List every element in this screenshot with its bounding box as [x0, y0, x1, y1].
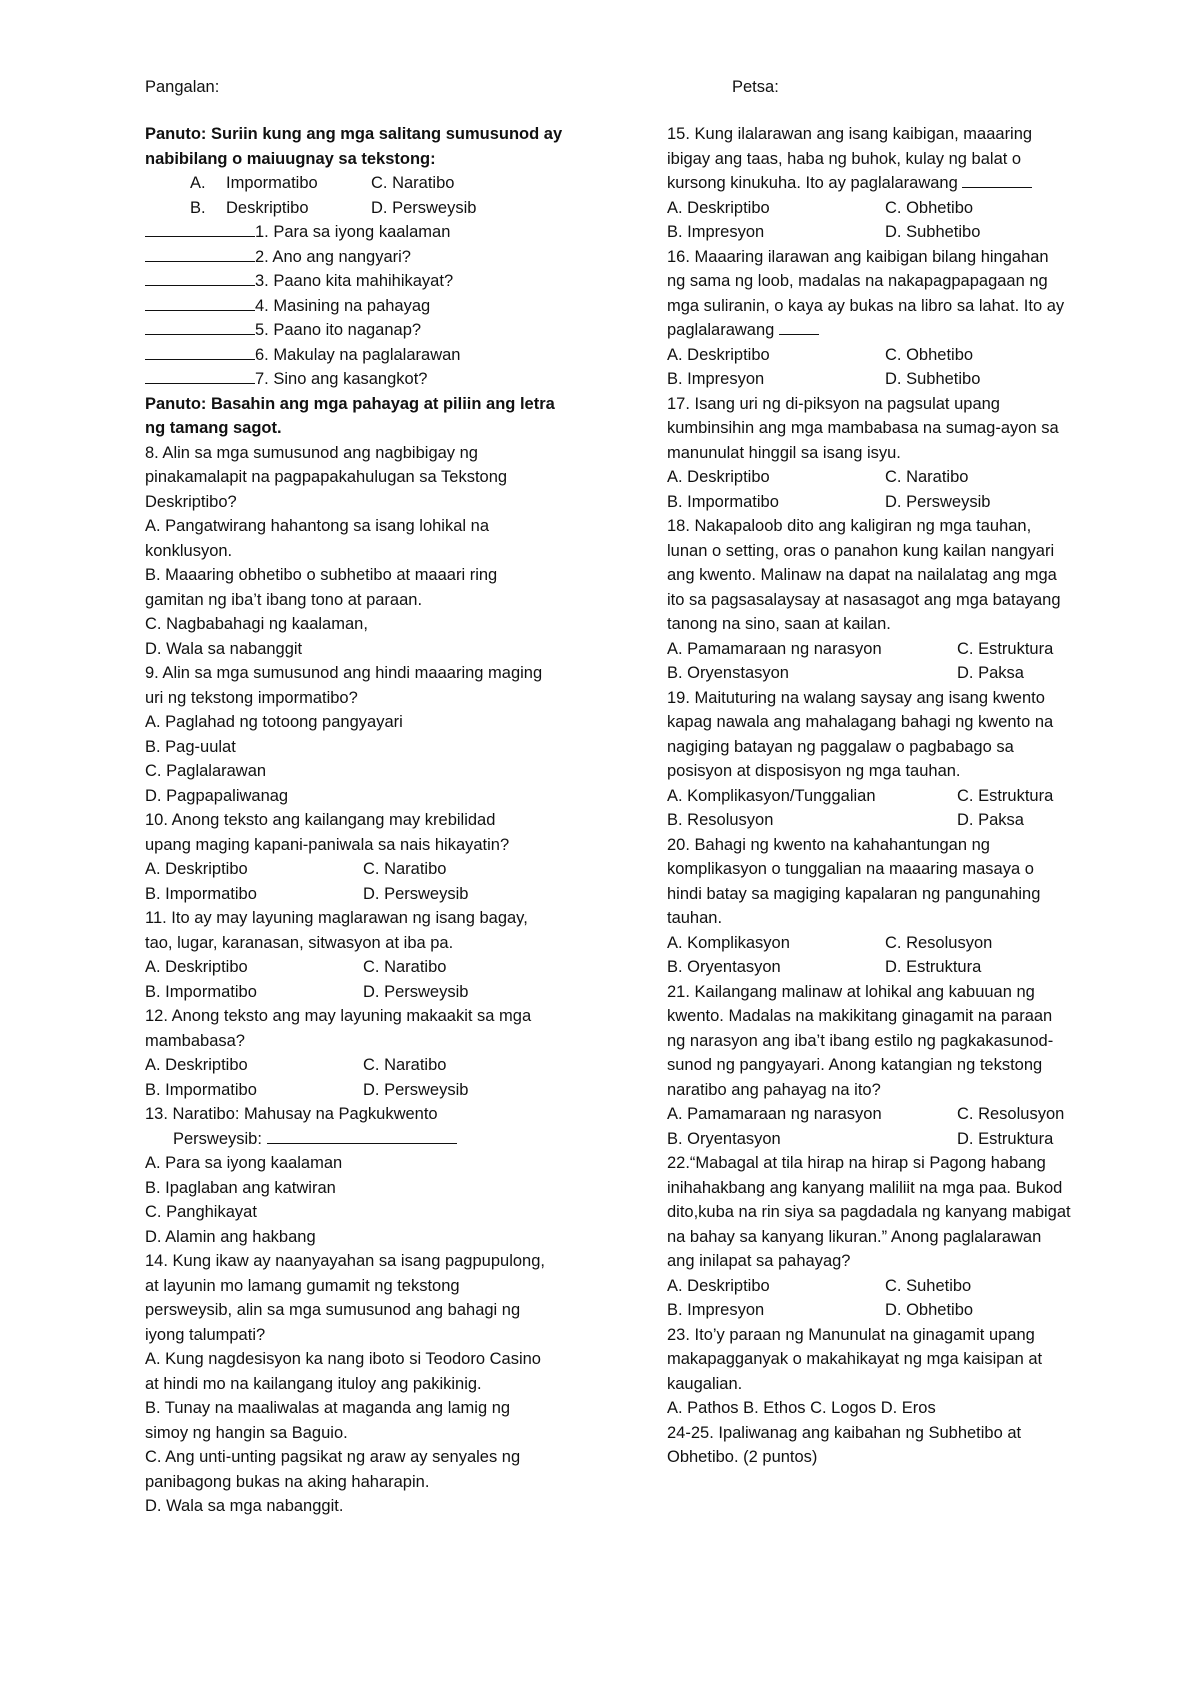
answer-option: C. Naratibo	[363, 1056, 447, 1074]
question-18-line: tanong na sino, saan at kailan.	[667, 615, 891, 633]
question-15-line: kursong kinukuha. Ito ay paglalarawang	[667, 171, 1137, 196]
identification-item: 6. Makulay na paglalarawan	[145, 343, 615, 368]
option-row	[667, 637, 1137, 662]
question-14-line: A. Kung nagdesisyon ka nang iboto si Teodoro Casino	[145, 1350, 541, 1368]
question-18-line: ang kwento. Malinaw na dapat na nailalatag ang mga	[667, 566, 1057, 584]
answer-option: C. Resolusyon	[885, 933, 993, 952]
answer-option: A. Deskriptibo	[145, 860, 248, 878]
answer-option: C. Suhetibo	[885, 1276, 972, 1295]
question-16-line: 16. Maaaring ilarawan ang kaibigan bilang hingahan	[667, 247, 1049, 266]
option-row	[145, 980, 615, 1005]
option-row	[667, 784, 1137, 809]
question-13-persweysib: Persweysib:	[145, 1127, 615, 1152]
answer-option: C. Naratibo	[363, 860, 447, 878]
answer-option: D. Persweysib	[885, 492, 991, 511]
question-21-line: kwento. Madalas na makikitang ginagamit na paraan	[667, 1007, 1053, 1025]
question-10	[145, 808, 615, 857]
answer-option: A. Deskriptibo	[667, 1276, 770, 1295]
question-11-line: 11. Ito ay may layuning maglarawan ng isang bagay,	[145, 909, 528, 927]
question-8-line: D. Wala sa nabanggit	[145, 639, 303, 658]
question-24-25	[667, 1421, 1137, 1470]
question-16-options	[667, 343, 1137, 392]
question-18-line: lunan o setting, oras o panahon kung kailan nangyari	[667, 541, 1055, 560]
question-9-line: B. Pag-uulat	[145, 737, 236, 756]
option-row	[667, 1274, 1137, 1299]
answer-option: B. Resolusyon	[667, 811, 774, 829]
answer-option: A. Deskriptibo	[145, 958, 248, 976]
question-17	[667, 392, 1137, 466]
answer-option: A. Pamamaraan ng narasyon	[667, 1105, 882, 1123]
answer-option: A. Deskriptibo	[667, 468, 770, 486]
option-row	[145, 882, 615, 907]
question-23	[667, 1323, 1137, 1421]
choice-row: B. Deskriptibo D. Persweysib	[190, 198, 477, 217]
identification-item: 5. Paano ito naganap?	[145, 318, 615, 343]
question-24-25-line: 24-25. Ipaliwanag ang kaibahan ng Subhetibo at	[667, 1423, 1022, 1442]
answer-option: B. Oryentasyon	[667, 958, 781, 976]
date-label: Petsa:	[732, 78, 779, 96]
option-row	[667, 808, 1137, 833]
choice-row: A. Impormatibo C. Naratibo	[190, 174, 455, 192]
option-row	[667, 661, 1137, 686]
answer-option: B. Impresyon	[667, 370, 765, 388]
option-row	[667, 1102, 1137, 1127]
option-row	[667, 220, 1137, 245]
question-20	[667, 833, 1137, 931]
question-21-options	[667, 1102, 1137, 1151]
option-row	[145, 1053, 615, 1078]
question-23-line: A. Pathos B. Ethos C. Logos D. Eros	[667, 1399, 936, 1417]
question-18	[667, 514, 1137, 637]
question-14	[145, 1249, 615, 1519]
question-13: 13. Naratibo: Mahusay na Pagkukwento	[145, 1105, 438, 1123]
question-21-line: ng narasyon ang iba’t ibang estilo ng pagkakasunod-	[667, 1031, 1054, 1050]
answer-blank[interactable]	[145, 319, 255, 335]
option-row	[667, 343, 1137, 368]
question-9	[145, 661, 615, 808]
answer-option: D. Estruktura	[957, 1129, 1054, 1148]
identification-item: 4. Masining na pahayag	[145, 294, 615, 319]
question-14-line: 14. Kung ikaw ay naanyayahan sa isang pagpupulong,	[145, 1252, 545, 1270]
question-14-line: panibagong bukas na aking haharapin.	[145, 1472, 430, 1491]
question-12-options	[145, 1053, 615, 1102]
question-22-options	[667, 1274, 1137, 1323]
directions-1-line: Panuto: Suriin kung ang mga salitang sumusunod ay	[145, 125, 563, 143]
answer-option: D. Paksa	[957, 811, 1024, 829]
option-row	[667, 1298, 1137, 1323]
answer-blank[interactable]	[145, 246, 255, 262]
question-8-line: B. Maaaring obhetibo o subhetibo at maaari ring	[145, 566, 498, 584]
question-12	[145, 1004, 615, 1053]
question-14-line: C. Ang unti-unting pagsikat ng araw ay senyales ng	[145, 1448, 521, 1466]
answer-blank[interactable]	[145, 344, 255, 360]
answer-blank[interactable]	[145, 270, 255, 286]
answer-blank[interactable]	[267, 1128, 457, 1144]
question-22-line: na bahay sa kanyang likuran.” Anong paglalarawan	[667, 1227, 1042, 1246]
question-11-options	[145, 955, 615, 1004]
answer-option: B. Oryenstasyon	[667, 664, 789, 682]
question-23-line: 23. Ito’y paraan ng Manunulat na ginagamit upang	[667, 1325, 1035, 1344]
option-row	[667, 955, 1137, 980]
question-24-25-line: Obhetibo. (2 puntos)	[667, 1448, 818, 1466]
question-21-line: sunod ng pangyayari. Anong katangian ng tekstong	[667, 1056, 1043, 1074]
option-row	[667, 465, 1137, 490]
answer-option: D. Estruktura	[885, 958, 982, 976]
answer-option: D. Persweysib	[363, 884, 469, 903]
answer-option: B. Impormatibo	[145, 982, 257, 1001]
question-23-line: makapagganyak o makahikayat ng mga kaisipan at	[667, 1350, 1043, 1368]
question-12-line: mambabasa?	[145, 1031, 245, 1050]
question-14-line: persweysib, alin sa mga sumusunod ang bahagi ng	[145, 1301, 521, 1319]
option-row	[667, 367, 1137, 392]
option-row	[145, 1078, 615, 1103]
question-8-line: gamitan ng iba’t ibang tono at paraan.	[145, 590, 423, 609]
question-9-line: C. Paglalarawan	[145, 762, 267, 780]
answer-blank[interactable]	[145, 221, 255, 237]
directions-2-line: Panuto: Basahin ang mga pahayag at piliin ang letra	[145, 394, 555, 413]
name-label: Pangalan:	[145, 78, 220, 96]
answer-option: C. Obhetibo	[885, 345, 974, 364]
answer-option: B. Impormatibo	[667, 492, 779, 511]
question-20-line: hindi batay sa magiging kapalaran ng pangunahing	[667, 884, 1041, 903]
question-8-line: 8. Alin sa mga sumusunod ang nagbibigay ng	[145, 443, 478, 462]
question-21-line: 21. Kailangang malinaw at lohikal ang kabuuan ng	[667, 982, 1035, 1001]
answer-option: D. Subhetibo	[885, 223, 981, 241]
question-8-line: konklusyon.	[145, 541, 233, 560]
question-17-line: 17. Isang uri ng di-piksyon na pagsulat upang	[667, 394, 1000, 413]
identification-items	[145, 220, 615, 392]
identification-item: 2. Ano ang nangyari?	[145, 245, 615, 270]
question-8	[145, 441, 615, 662]
option-row	[667, 931, 1137, 956]
question-13-options-line: D. Alamin ang hakbang	[145, 1227, 316, 1246]
option-row	[145, 955, 615, 980]
question-10-line: upang maging kapani-paniwala sa nais hikayatin?	[145, 835, 510, 854]
question-13-options-line: A. Para sa iyong kaalaman	[145, 1154, 343, 1172]
question-19-line: posisyon at disposisyon ng mga tauhan.	[667, 762, 961, 780]
identification-item: 1. Para sa iyong kaalaman	[145, 220, 615, 245]
right-column	[667, 122, 1137, 1470]
question-16-line: ng sama ng loob, madalas na nakapagpapagaan ng	[667, 272, 1048, 290]
option-row	[667, 1127, 1137, 1152]
answer-option: D. Obhetibo	[885, 1301, 974, 1319]
identification-item: 3. Paano kita mahihikayat?	[145, 269, 615, 294]
question-11-line: tao, lugar, karanasan, sitwasyon at iba pa.	[145, 933, 454, 952]
question-19-line: kapag nawala ang mahalagang bahagi ng kwento na	[667, 713, 1054, 731]
question-19-options	[667, 784, 1137, 833]
question-20-line: komplikasyon o tunggalian na maaaring masaya o	[667, 860, 1034, 878]
answer-option: D. Persweysib	[363, 982, 469, 1001]
question-14-line: at layunin mo lamang gumamit ng tekstong	[145, 1276, 460, 1295]
question-18-options	[667, 637, 1137, 686]
question-8-line: pinakamalapit na pagpapakahulugan sa Tekstong	[145, 468, 508, 486]
answer-option: D. Persweysib	[363, 1080, 469, 1099]
question-17-line: manunulat hinggil sa isang isyu.	[667, 443, 901, 462]
question-23-line: kaugalian.	[667, 1374, 743, 1393]
question-22-line: inihahakbang ang kanyang maliliit na mga paa. Bukod	[667, 1178, 1063, 1197]
question-22-line: ang inilapat sa pahayag?	[667, 1252, 851, 1270]
directions-2-line: ng tamang sagot.	[145, 419, 282, 437]
question-19-line: 19. Maituturing na walang saysay ang isang kwento	[667, 688, 1045, 707]
answer-option: A. Deskriptibo	[667, 198, 770, 217]
answer-option: C. Naratibo	[363, 958, 447, 976]
identification-item: 7. Sino ang kasangkot?	[145, 367, 615, 392]
answer-option: C. Obhetibo	[885, 198, 974, 217]
question-14-line: simoy ng hangin sa Baguio.	[145, 1423, 348, 1442]
answer-blank[interactable]	[145, 368, 255, 384]
question-8-line: Deskriptibo?	[145, 492, 237, 511]
option-row	[667, 196, 1137, 221]
question-20-line: 20. Bahagi ng kwento na kahahantungan ng	[667, 835, 990, 854]
question-16-line: paglalarawang	[667, 318, 1137, 343]
answer-option: C. Estruktura	[957, 639, 1054, 658]
question-22-line: dito,kuba na rin siya sa pagdadala ng kanyang mabigat	[667, 1203, 1071, 1221]
question-13-options-line: C. Panghikayat	[145, 1203, 257, 1221]
answer-option: A. Deskriptibo	[667, 345, 770, 364]
answer-option: B. Impresyon	[667, 223, 765, 241]
question-14-line: at hindi mo na kailangang ituloy ang pakikinig.	[145, 1374, 482, 1393]
question-17-line: kumbinsihin ang mga mambabasa na sumag-ayon sa	[667, 419, 1059, 437]
answer-option: B. Impormatibo	[145, 884, 257, 903]
question-15-line: ibigay ang taas, haba ng buhok, kulay ng balat o	[667, 149, 1022, 168]
option-row	[145, 857, 615, 882]
question-22-line: 22.“Mabagal at tila hirap na hirap si Pagong habang	[667, 1154, 1046, 1172]
question-14-line: iyong talumpati?	[145, 1325, 266, 1344]
answer-blank[interactable]	[962, 172, 1032, 188]
answer-option: A. Pamamaraan ng narasyon	[667, 639, 882, 658]
question-12-line: 12. Anong teksto ang may layuning makaakit sa mga	[145, 1007, 532, 1025]
answer-option: C. Naratibo	[885, 468, 969, 486]
answer-option: B. Impresyon	[667, 1301, 765, 1319]
question-9-line: uri ng tekstong impormatibo?	[145, 688, 358, 707]
question-19	[667, 686, 1137, 784]
question-13-options-line: B. Ipaglaban ang katwiran	[145, 1178, 336, 1197]
question-9-line: D. Pagpapaliwanag	[145, 786, 289, 805]
answer-blank[interactable]	[779, 319, 819, 335]
answer-option: D. Paksa	[957, 664, 1024, 682]
question-18-line: ito sa pagsasalaysay at nasasagot ang mga batayang	[667, 590, 1061, 609]
question-21-line: naratibo ang pahayag na ito?	[667, 1080, 881, 1099]
question-15-line: 15. Kung ilalarawan ang isang kaibigan, maaaring	[667, 125, 1033, 143]
question-8-line: C. Nagbabahagi ng kaalaman,	[145, 615, 368, 633]
question-8-line: A. Pangatwirang hahantong sa isang lohikal na	[145, 517, 489, 535]
question-13-options	[145, 1151, 615, 1249]
directions-1-line: nabibilang o maiuugnay sa tekstong:	[145, 149, 436, 168]
question-10-options	[145, 857, 615, 906]
answer-option: A. Komplikasyon/Tunggalian	[667, 786, 876, 805]
question-10-line: 10. Anong teksto ang kailangang may krebilidad	[145, 811, 496, 829]
question-19-line: nagiging batayan ng paggalaw o pagbabago sa	[667, 737, 1014, 756]
answer-option: A. Deskriptibo	[145, 1056, 248, 1074]
question-9-line: 9. Alin sa mga sumusunod ang hindi maaaring maging	[145, 664, 543, 682]
question-11	[145, 906, 615, 955]
answer-option: B. Impormatibo	[145, 1080, 257, 1099]
answer-blank[interactable]	[145, 295, 255, 311]
answer-option: C. Estruktura	[957, 786, 1054, 805]
question-20-line: tauhan.	[667, 909, 723, 927]
question-16-line: mga suliranin, o kaya ay bukas na libro sa lahat. Ito ay	[667, 296, 1065, 315]
question-22	[667, 1151, 1137, 1274]
question-20-options	[667, 931, 1137, 980]
question-17-options	[667, 465, 1137, 514]
question-18-line: 18. Nakapaloob dito ang kaligiran ng mga tauhan,	[667, 517, 1032, 535]
question-14-line: B. Tunay na maaliwalas at maganda ang lamig ng	[145, 1399, 511, 1417]
question-9-line: A. Paglahad ng totoong pangyayari	[145, 713, 403, 731]
answer-option: C. Resolusyon	[957, 1105, 1065, 1123]
question-15-options	[667, 196, 1137, 245]
answer-option: A. Komplikasyon	[667, 933, 790, 952]
left-column	[145, 122, 615, 1519]
question-21	[667, 980, 1137, 1103]
option-row	[667, 490, 1137, 515]
question-14-line: D. Wala sa mga nabanggit.	[145, 1497, 344, 1515]
answer-option: D. Subhetibo	[885, 370, 981, 388]
answer-option: B. Oryentasyon	[667, 1129, 781, 1148]
